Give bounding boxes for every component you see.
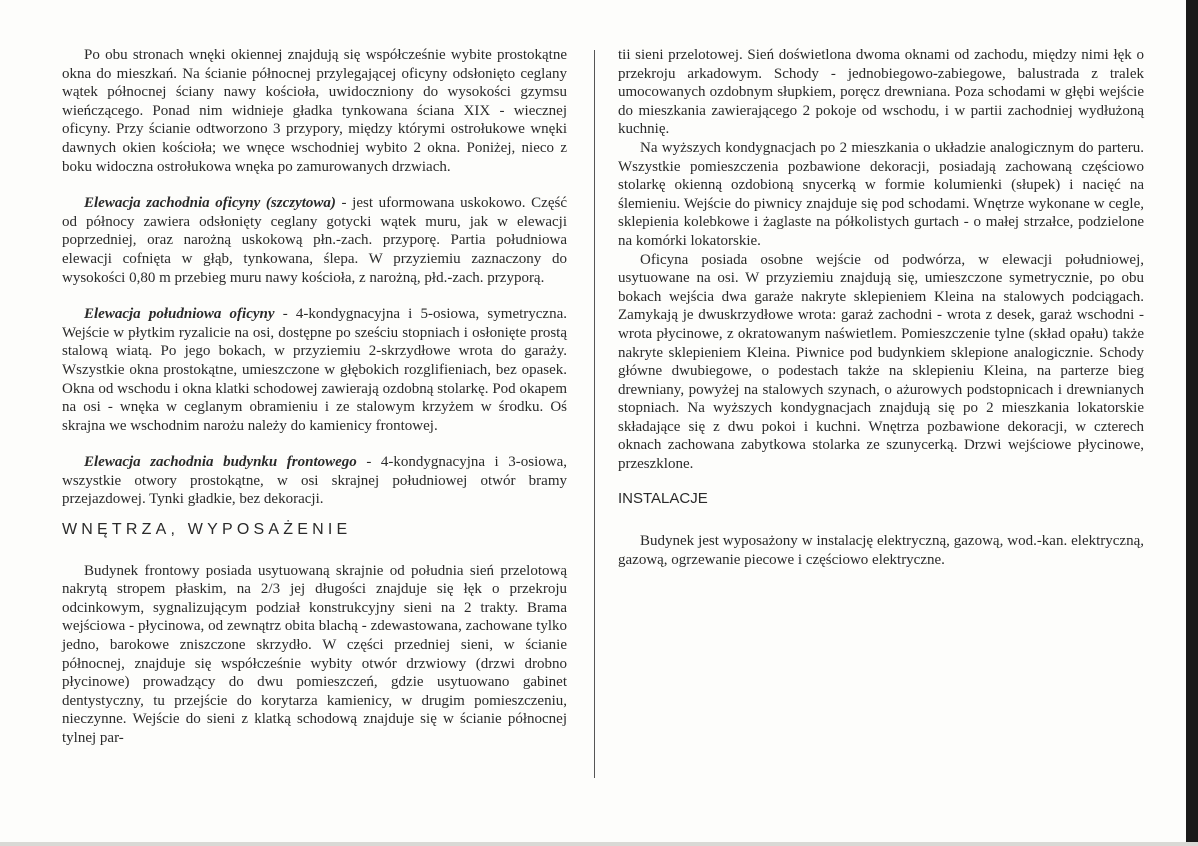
section-heading: INSTALACJE: [618, 489, 708, 507]
paragraph-text: - 4-kondygnacyjna i 3-osiowa, wszystkie otwory prostokątne, w osi skrajnej południowej otwór bramy przejazdowej. Tynki gładkie, bez dekoracji.: [62, 454, 567, 508]
right-column: [618, 46, 1144, 569]
paragraph: [62, 453, 567, 509]
paragraph: Budynek frontowy posiada usytuowaną skrajnie od południa sień przelotową nakrytą stropem płaskim, na 2/3 jej długości znajduje się łęk o przekroju odcinkowym, sygnalizującym podział konstrukcyjny sieni na 2 trakty. Brama wejściowa - płycinowa, od zewnątrz obita blachą - zdewastowana, zachowane tylko jedno, barokowe zniszczone skrzydło. W części przedniej sieni, w ścianie północnej, znajduje się współcześnie wybity otwór drzwiowy (drzwi drobno płycinowe) prowadzący do dwu pomieszczeń, gdzie usytuowano gabinet dentystyczny, tu przejście do korytarza kamienicy, w drugim pomieszczeniu, nieczynne. Wejście do sieni z klatką schodową znajduje się w ścianie północnej tylnej par-: [62, 562, 567, 746]
scan-border-bottom: [0, 842, 1198, 846]
paragraph: [62, 194, 567, 287]
column-divider: [594, 50, 595, 778]
section-lead: Elewacja zachodnia oficyny (szczytowa): [84, 195, 336, 212]
paragraph: Na wyższych kondygnacjach po 2 mieszkania o układzie analogicznym do parteru. Wszystkie pomieszczenia pozbawione dekoracji, posiadają zachowaną częściowo stolarkę okienną ozdobioną snycerką w formie kolumienki (słupek) i nacięć na ślemieniu. Wejście do piwnicy znajduje się pod schodami. Wnętrze wykonane w cegle, sklepienia kolebkowe i żaglaste na półkolistych gurtach - o małej strzałce, podzielone na komórki lokatorskie.: [618, 139, 1144, 249]
scan-border-right: [1186, 0, 1198, 846]
paragraph: [62, 305, 567, 435]
paragraph-text: - jest uformowana uskokowo. Część od północy zawiera odsłonięty ceglany gotycki wątek muru, jak w elewacji poprzedniej, oraz narożną uskokową płn.-zach. przyporę. Partia południowa elewacji cofnięta w głąb, tynkowana, ślepa. W przyziemiu zaznaczony do wysokości 0,80 m przebieg muru nawy kościoła, z narożną, płd.-zach. przyporą.: [62, 195, 567, 286]
paragraph: Oficyna posiada osobne wejście od podwórza, w elewacji południowej, usytuowane na osi. W przyziemiu znajdują się, umieszczone symetrycznie, po obu bokach wejścia dwa garaże nakryte sklepieniem Kleina na stalowych podciągach. Zamykają je dwuskrzydłowe wrota: garaż zachodni - wrota z desek, garaż wschodni - wrota płycinowe, z okratowanym naświetlem. Pomieszczenie tylne (skład opału) także nakryte sklepieniem Kleina. Piwnice pod budynkiem sklepione analogicznie. Schody główne dwubiegowe, o podestach także na sklepieniu Kleina, na parterze bieg drewniany, powyżej na stalowych szynach, o ażurowych podstopnicach i drewnianych stopniach. Na wyższych kondygnacjach znajdują się po 2 mieszkania lokatorskie składające się z dwu pokoi i kuchni. Wnętrza pozbawione dekoracji, w czterech oknach zachowana zabytkowa stolarka ze szunycerką. Drzwi wejściowe płycinowe, przeszklone.: [618, 251, 1144, 473]
paragraph: Budynek jest wyposażony w instalację elektryczną, gazową, wod.-kan. elektryczną, gazową, ogrzewanie piecowe i częściowo elektryczne.: [618, 533, 1144, 568]
section-heading: WNĘTRZA, WYPOSAŻENIE: [62, 521, 352, 539]
paragraph: tii sieni przelotowej. Sień doświetlona dwoma oknami od zachodu, między nimi łęk o przekroju arkadowym. Schody - jednobiegowo-zabiegowe, balustrada z tralek umocowanych ozdobnym słupkiem, poręcz drewniana. Poza schodami w głębi wejście do mieszkania zawierającego 2 pokoje od wschodu, i w partii zachodniej wydłużoną kuchnię.: [618, 47, 1144, 138]
section-lead: Elewacja południowa oficyny: [84, 306, 275, 323]
paragraph-text: - 4-kondygnacyjna i 5-osiowa, symetryczna. Wejście w płytkim ryzalicie na osi, dostępne po sześciu stopniach i osłonięte prostą stalową wiatą. Po jego bokach, w przyziemiu 2-skrzydłowe wrota do garaży. Wszystkie okna prostokątne, umieszczone w głębokich rozglifieniach, bez opasek. Okna od wschodu i okna klatki schodowej zawierają ozdobną stolarkę. Pod okapem na osi - wnęka w ceglanym obramieniu i ze stalowym krzyżem w środku. Oś skrajna we wschodnim narożu należy do kamienicy frontowej.: [62, 306, 567, 434]
section-lead: Elewacja zachodnia budynku frontowego: [84, 454, 357, 471]
left-column: [62, 46, 567, 748]
paragraph: Po obu stronach wnęki okiennej znajdują się współcześnie wybite prostokątne okna do mieszkań. Na ścianie północnej przylegającej oficyny odsłonięto ceglany wątek północnej ściany nawy kościoła, uwidoczniony do wysokości gzymsu wieńczącego. Ponad nim widnieje gładka tynkowana ściana XIX - wiecznej oficyny. Przy ścianie odtworzono 3 przypory, między którymi ostrołukowe wnęki dawnych okien kościoła; we wnęce wschodniej wybito 2 okna. Poniżej, nieco z boku widoczna ostrołukowa wnęka po zamurowanych drzwiach.: [62, 47, 567, 175]
